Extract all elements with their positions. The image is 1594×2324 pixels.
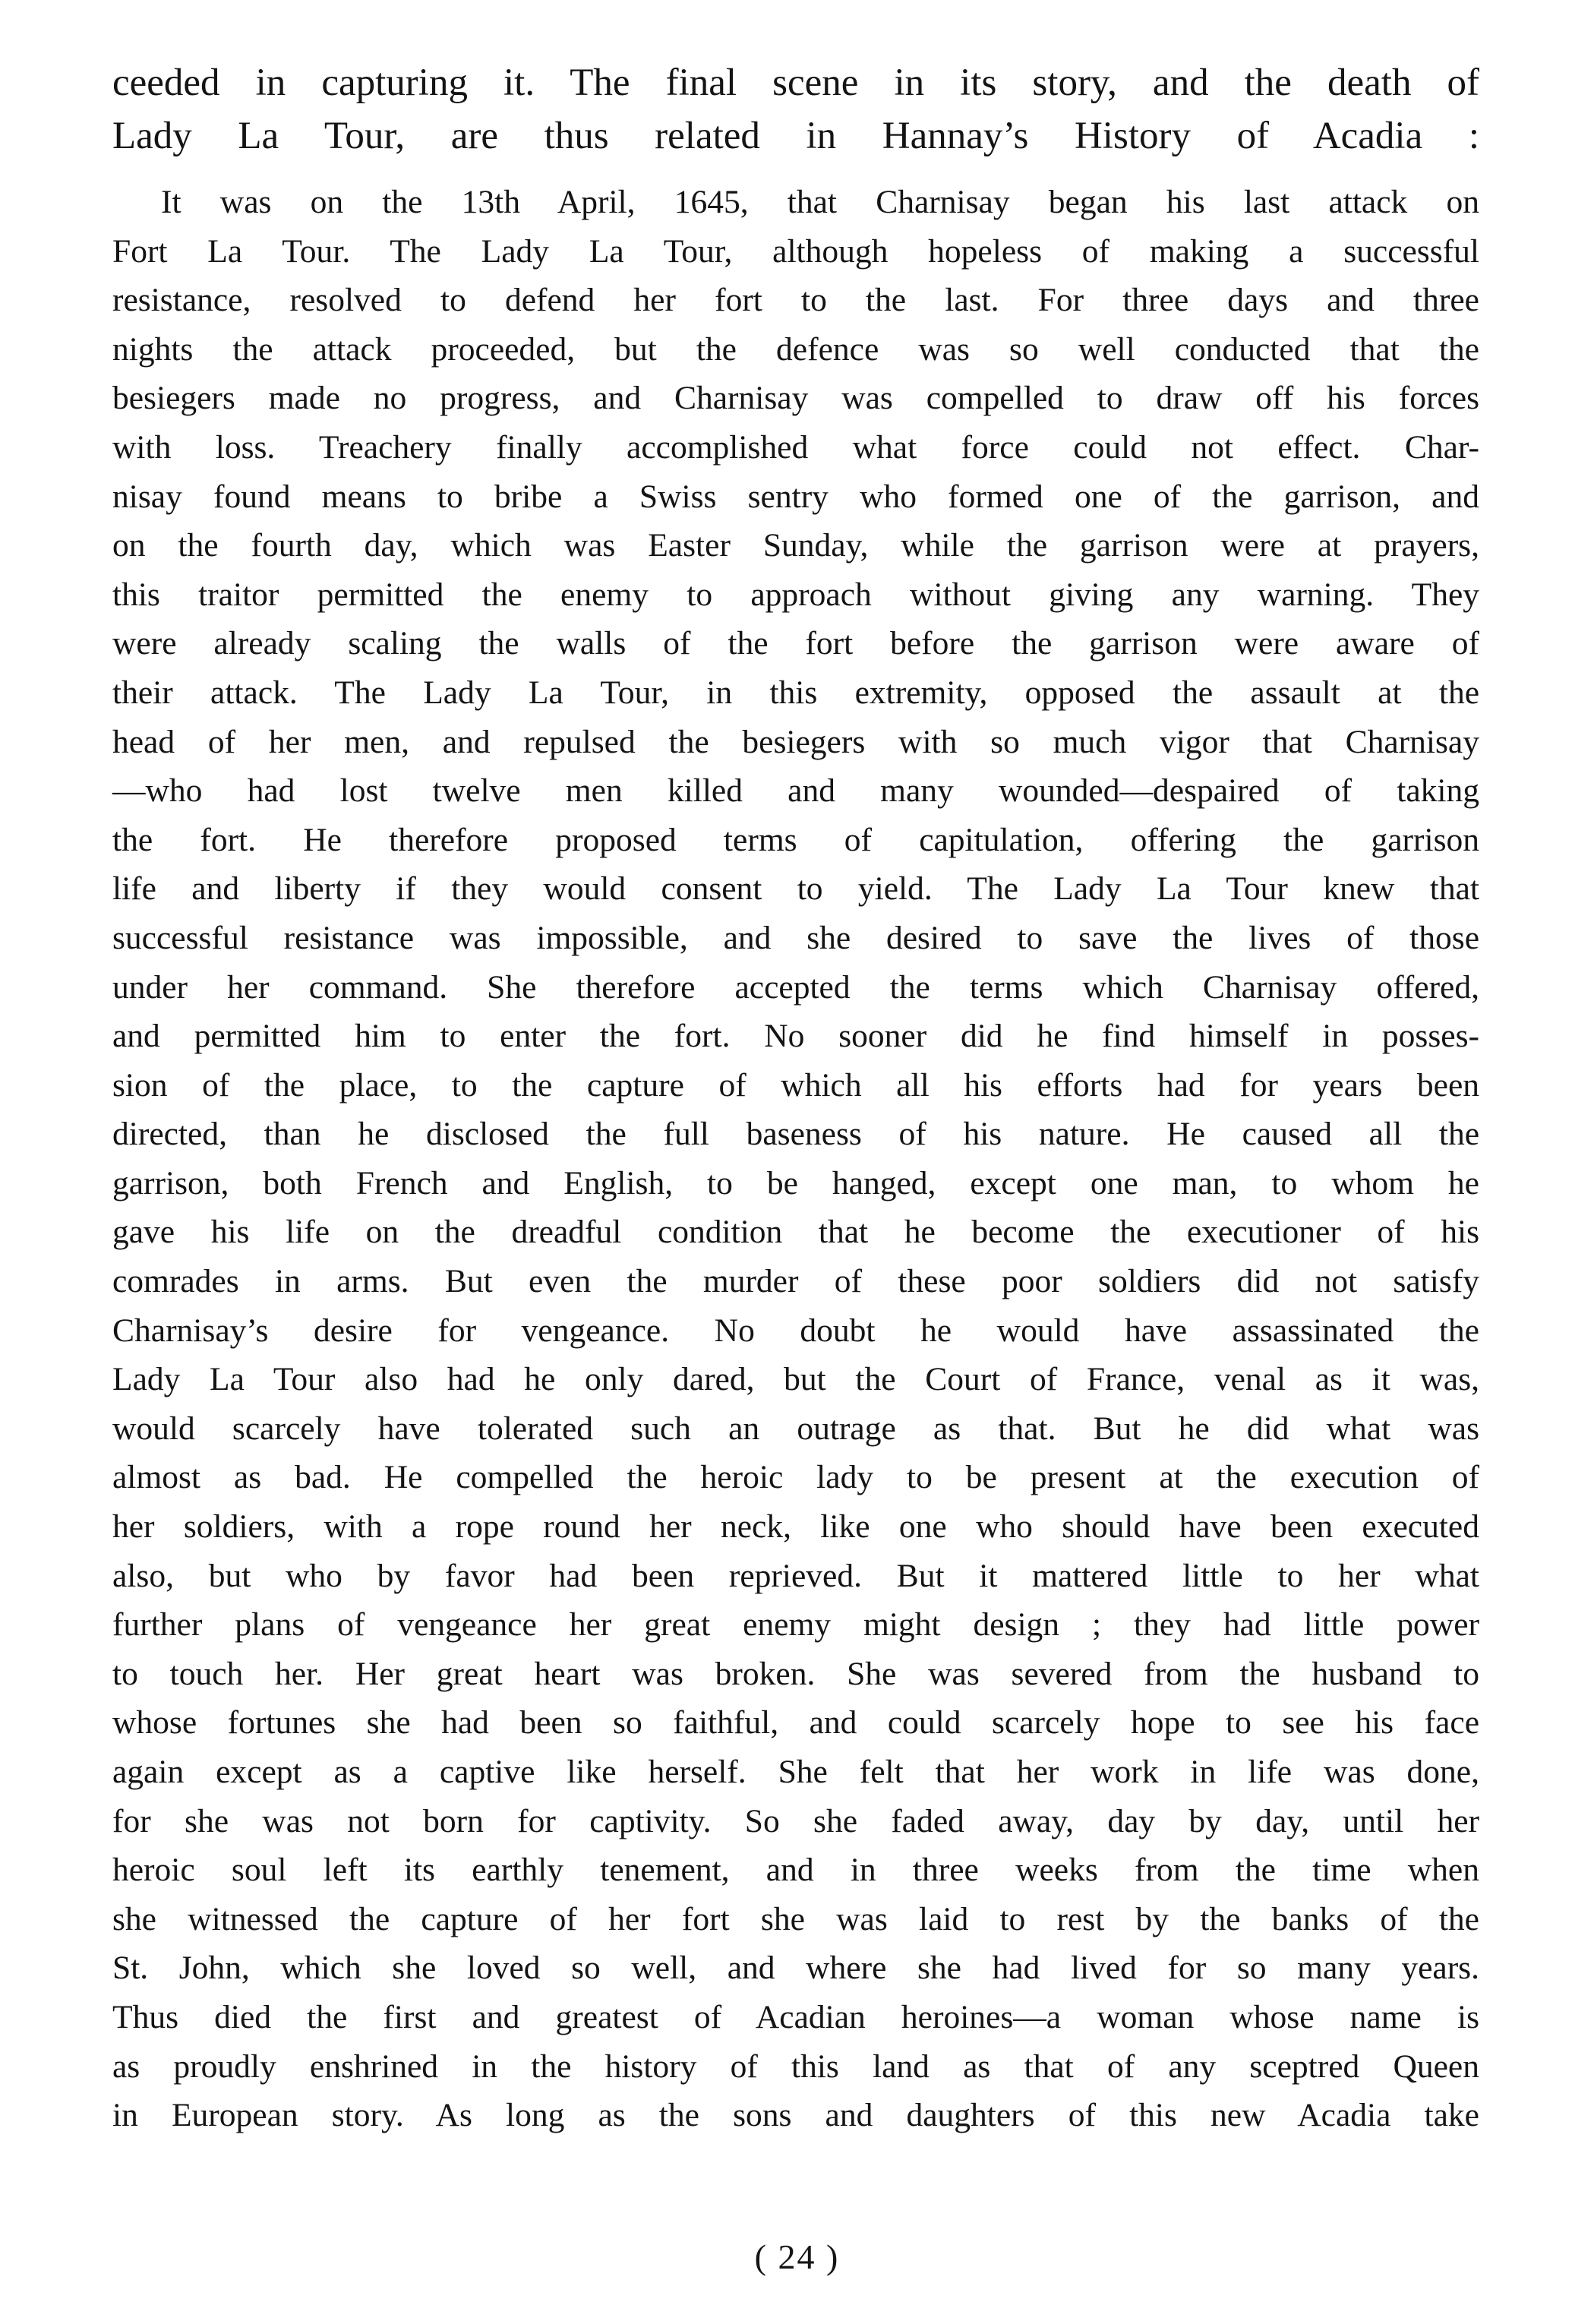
page-number: ( 24 ) <box>754 2237 840 2276</box>
quote-line: were already scaling the walls of the fort before the garrison were aware of <box>112 625 1479 662</box>
quote-line: life and liberty if they would consent to yield. The Lady La Tour knew that <box>112 870 1479 908</box>
quote-line: under her command. She therefore accepted the terms which Charnisay offered, <box>112 968 1479 1006</box>
quote-line: as proudly enshrined in the history of this land as that of any sceptred Queen <box>112 2048 1479 2085</box>
quote-line: Charnisay’s desire for vengeance. No doubt he would have assassinated the <box>112 1312 1479 1349</box>
quote-line: her soldiers, with a rope round her neck, like one who should have been executed <box>112 1508 1479 1546</box>
quote-line: whose fortunes she had been so faithful, and could scarcely hope to see his face <box>112 1704 1479 1741</box>
quote-line: heroic soul left its earthly tenement, and in three weeks from the time when <box>112 1852 1479 1889</box>
quote-line: to touch her. Her great heart was broken. She was severed from the husband to <box>112 1655 1479 1692</box>
quote-line: It was on the 13th April, 1645, that Charnisay began his last attack on <box>161 184 1479 220</box>
quote-line: nisay found means to bribe a Swiss sentry who formed one of the garrison, and <box>112 478 1479 515</box>
quote-line: resistance, resolved to defend her fort to the last. For three days and three <box>112 282 1479 319</box>
quote-line: this traitor permitted the enemy to approach without giving any warning. They <box>112 576 1479 613</box>
quote-line: Lady La Tour also had he only dared, but the Court of France, venal as it was, <box>112 1361 1479 1398</box>
quote-line: sion of the place, to the capture of which all his efforts had for years been <box>112 1066 1479 1104</box>
quote-line: directed, than he disclosed the full baseness of his nature. He caused all the <box>112 1116 1479 1153</box>
quote-line: the fort. He therefore proposed terms of capitulation, offering the garrison <box>112 821 1479 858</box>
quote-line: head of her men, and repulsed the besiegers with so much vigor that Charnisay <box>112 723 1479 760</box>
quote-line: Fort La Tour. The Lady La Tour, although hopeless of making a successful <box>112 232 1479 270</box>
quote-line: further plans of vengeance her great enemy might design ; they had little power <box>112 1606 1479 1644</box>
quote-line: would scarcely have tolerated such an outrage as that. But he did what was <box>112 1410 1479 1447</box>
quote-line: again except as a captive like herself. She felt that her work in life was done, <box>112 1754 1479 1790</box>
quote-line: with loss. Treachery finally accomplished what force could not effect. Char- <box>112 428 1479 466</box>
quote-line: almost as bad. He compelled the heroic lady to be present at the execution of <box>112 1459 1479 1496</box>
quote-line: gave his life on the dreadful condition that he become the executioner of his <box>112 1214 1479 1251</box>
quote-line: St. John, which she loved so well, and where she had lived for so many years. <box>112 1950 1479 1987</box>
quote-line: in European story. As long as the sons and daughters of this new Acadia take <box>112 2097 1479 2134</box>
intro-paragraph <box>112 56 1479 163</box>
quote-line: successful resistance was impossible, and she desired to save the lives of those <box>112 919 1479 956</box>
intro-line: Lady La Tour, are thus related in Hannay’s History of Acadia : <box>112 115 1479 157</box>
quote-line: Thus died the first and greatest of Acadian heroines—a woman whose name is <box>112 1998 1479 2035</box>
quote-line: on the fourth day, which was Easter Sunday, while the garrison were at prayers, <box>112 527 1479 564</box>
quote-line: nights the attack proceeded, but the defence was so well conducted that the <box>112 330 1479 368</box>
quote-line: besiegers made no progress, and Charnisay was compelled to draw off his forces <box>112 380 1479 417</box>
quote-line: comrades in arms. But even the murder of these poor soldiers did not satisfy <box>112 1263 1479 1300</box>
quote-line: she witnessed the capture of her fort she was laid to rest by the banks of the <box>112 1900 1479 1937</box>
quote-line: for she was not born for captivity. So she faded away, day by day, until her <box>112 1802 1479 1839</box>
quote-line: garrison, both French and English, to be hanged, except one man, to whom he <box>112 1164 1479 1201</box>
quote-line: —who had lost twelve men killed and many wounded—despaired of taking <box>112 772 1479 810</box>
intro-line: ceeded in capturing it. The final scene in its story, and the death of <box>112 62 1479 104</box>
quote-line: also, but who by favor had been reprieved. But it mattered little to her what <box>112 1557 1479 1594</box>
quote-line: their attack. The Lady La Tour, in this extremity, opposed the assault at the <box>112 674 1479 711</box>
quote-line: and permitted him to enter the fort. No sooner did he find himself in posses- <box>112 1018 1479 1055</box>
quoted-passage <box>112 178 1479 2140</box>
